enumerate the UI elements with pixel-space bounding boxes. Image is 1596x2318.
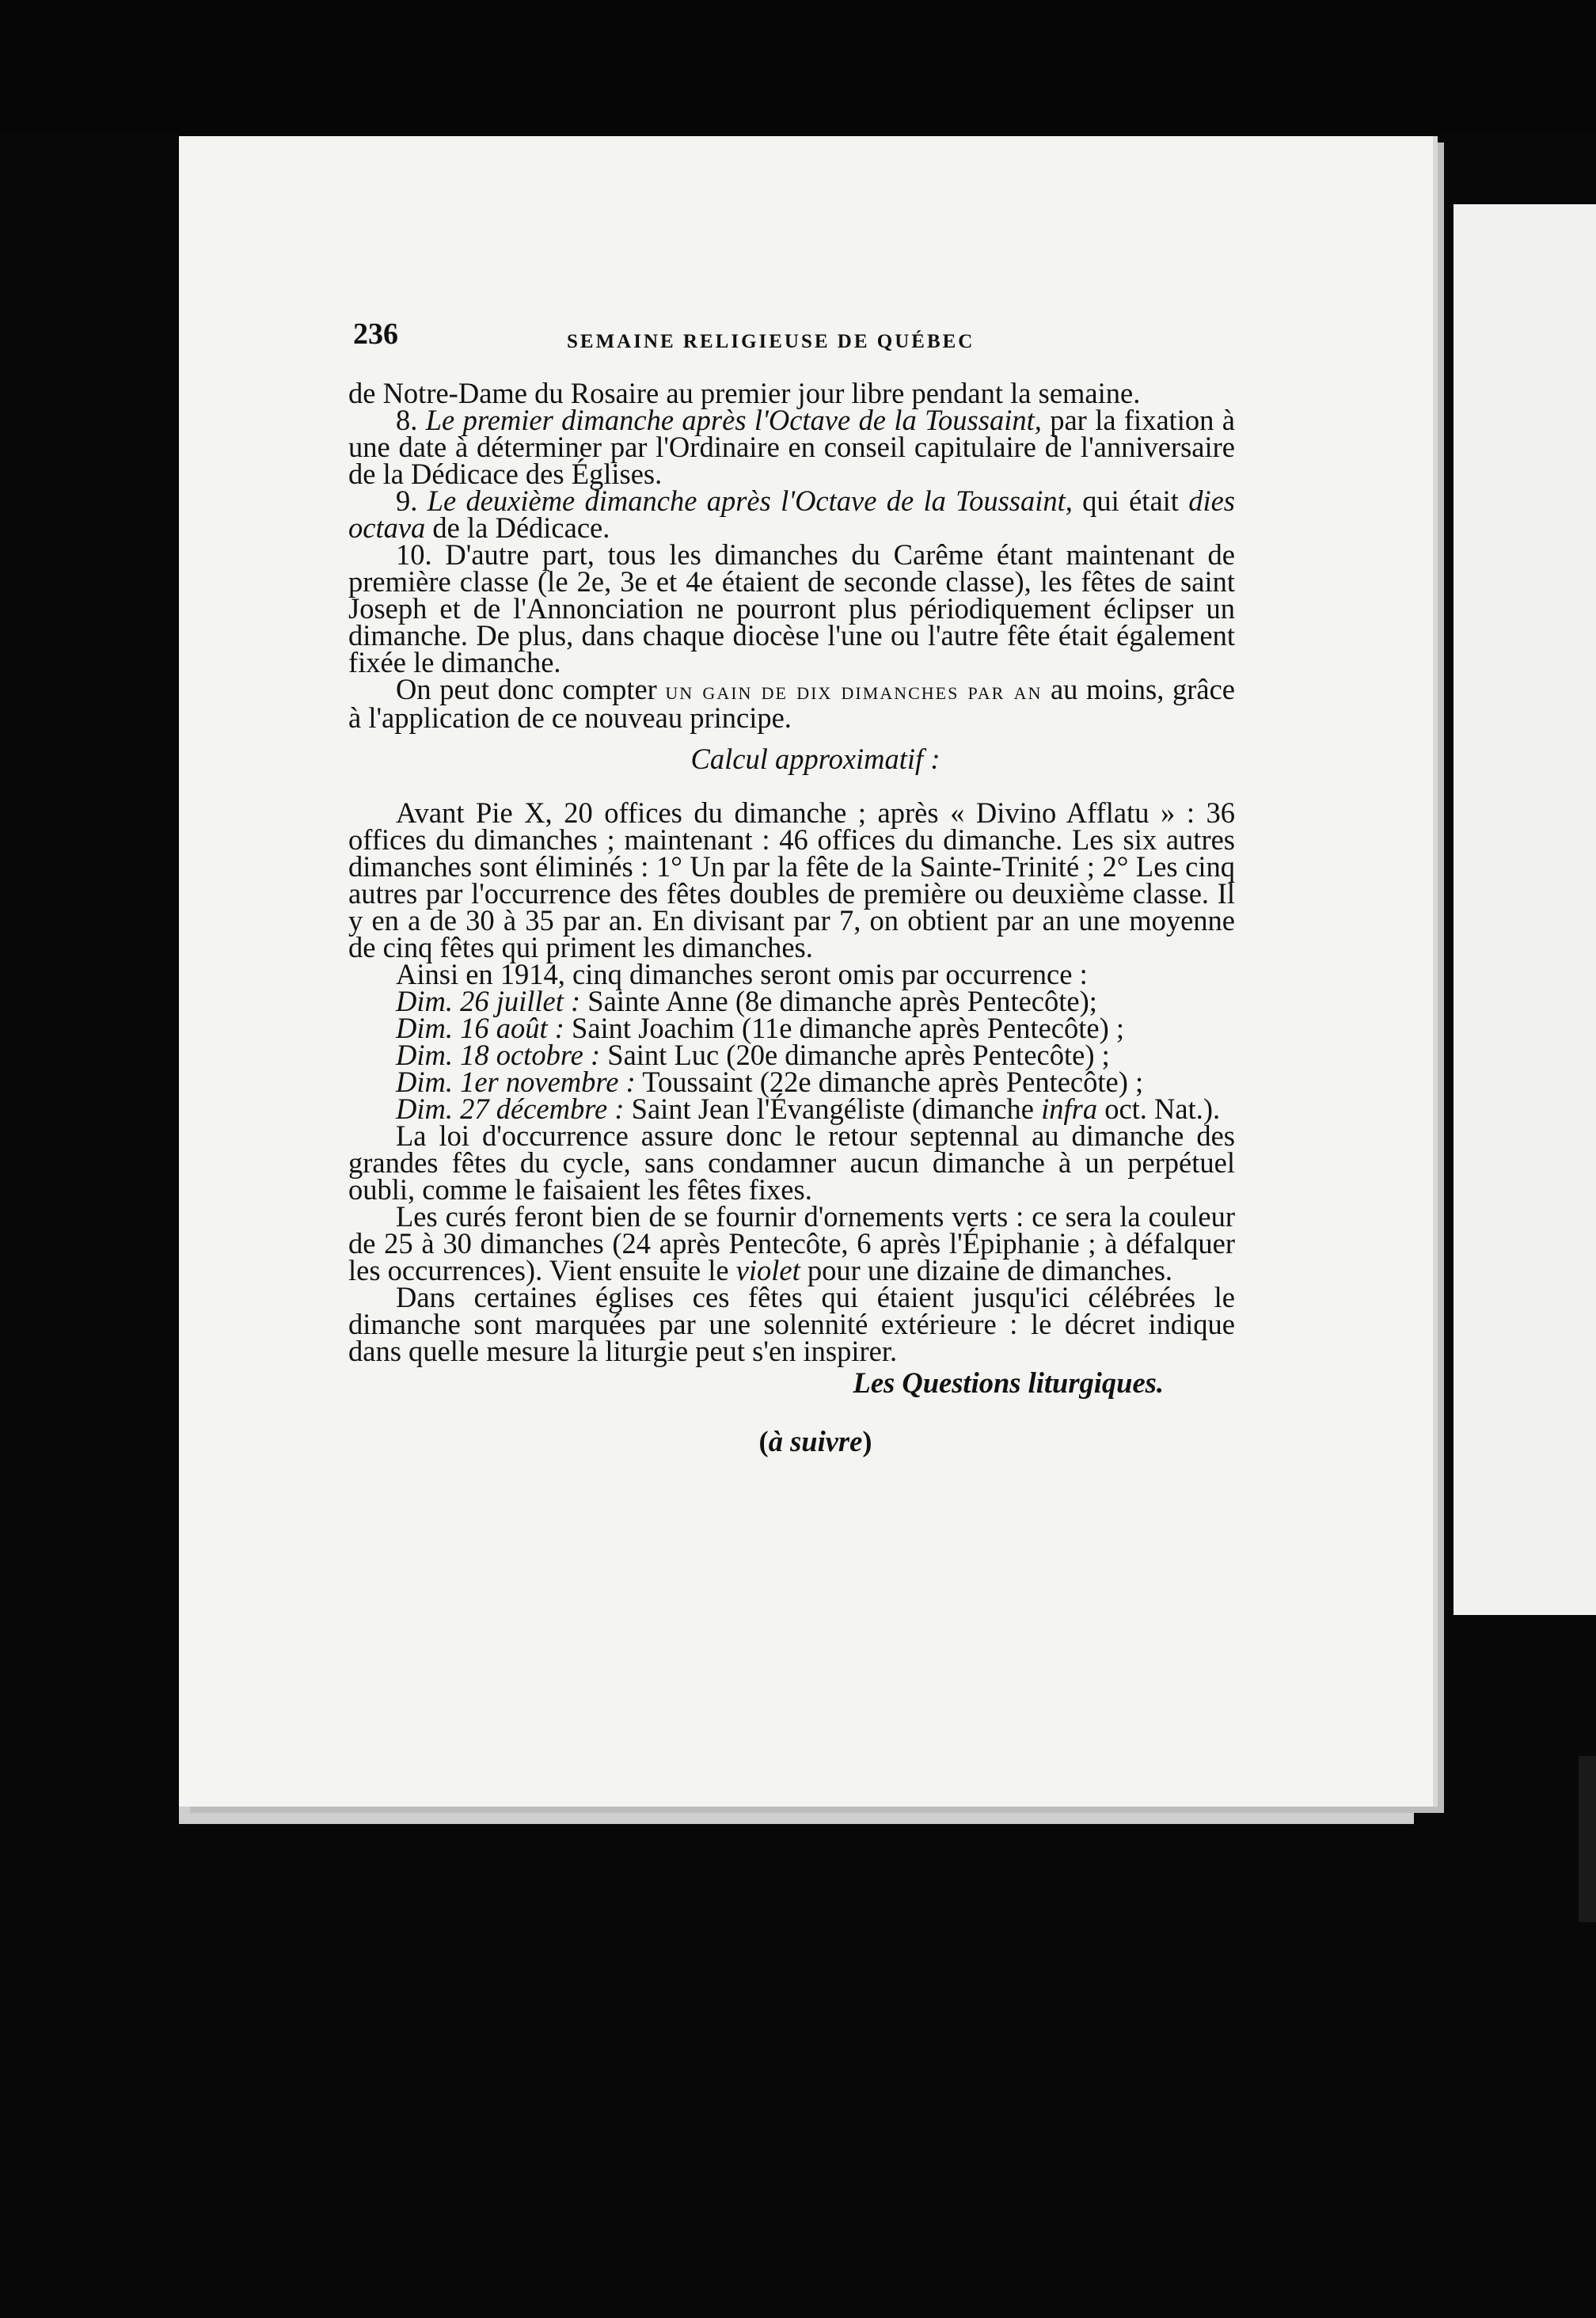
text: 10. D'autre part, tous les dimanches du Carême étant maintenant de première classe (le 2e, 3e et 4e étaient de seconde classe), les fêtes de saint Joseph et de l'Annonciation ne pourront plus périodiquement éclipser un dimanche. De plus, dans chaque diocèse l'une ou l'autre fête était également fixée le dimanche. (348, 538, 1235, 678)
scan-border-top (0, 0, 1596, 135)
date-label: Dim. 1er novembre : (396, 1066, 636, 1098)
date-label: Dim. 18 octobre : (396, 1039, 601, 1071)
text: pour une dizaine de dimanches. (800, 1254, 1173, 1286)
small-caps-text: un gain de dix dimanches par an (665, 677, 1043, 705)
text: Saint Jean l'Évangéliste (dimanche (624, 1092, 1042, 1125)
text: ( (758, 1425, 769, 1457)
text: Saint Luc (20e dimanche après Pentecôte) ; (600, 1039, 1110, 1071)
date-label: Dim. 16 août : (396, 1012, 564, 1044)
paragraph-item-8 (348, 404, 1235, 490)
text: Les curés feront bien de se fournir d'ornements verts : ce sera la couleur de 25 à 30 dimanches (24 après Pentecôte, 6 après l'Épiphanie ; à défalquer les occurrences). Vient ensuite le (348, 1200, 1235, 1286)
paragraph (348, 673, 1235, 734)
date-entry (348, 1092, 1235, 1125)
date-label: Dim. 26 juillet : (396, 985, 581, 1017)
adjacent-page-edge (1454, 204, 1596, 1615)
paragraph-item-9 (348, 484, 1236, 544)
page-number: 236 (353, 317, 398, 351)
text: au moins, grâce à l'application de ce nouveau principe. (348, 673, 1235, 734)
paragraph (348, 377, 1235, 409)
item-number: 8. (396, 404, 426, 436)
text: Dans certaines églises ces fêtes qui étaient jusqu'ici célébrées le dimanche sont marquées par une solennité extérieure : le décret indique dans quelle mesure la liturgie peut s'en inspirer. (348, 1281, 1235, 1367)
date-entry (348, 1012, 1235, 1044)
text: La loi d'occurrence assure donc le retour septennal au dimanche des grandes fêtes du cycle, sans condamner aucun dimanche à un perpétuel oubli, comme le faisaient les fêtes fixes. (348, 1119, 1235, 1206)
text: qui était (1072, 484, 1189, 517)
running-title: SEMAINE RELIGIEUSE DE QUÉBEC (567, 331, 975, 352)
item-number: 9. (396, 484, 428, 517)
italic-text: infra (1041, 1092, 1098, 1125)
date-entry (348, 1039, 1235, 1071)
italic-text: Le premier dimanche après l'Octave de la Toussaint, (425, 404, 1042, 436)
text: ) (862, 1425, 872, 1457)
article-body (348, 377, 1236, 1457)
date-entry (348, 1066, 1235, 1098)
page-header (353, 317, 1145, 364)
text: de la Dédicace. (425, 511, 610, 544)
paragraph (348, 796, 1235, 963)
adjacent-page-text-fragment (1579, 1756, 1596, 1922)
text: On peut donc compter (396, 673, 666, 705)
paragraph (348, 1119, 1235, 1206)
paragraph (348, 958, 1235, 990)
text: Toussaint (22e dimanche après Pentecôte) ; (635, 1066, 1144, 1098)
text: Saint Joachim (11e dimanche après Pentecôte) ; (564, 1012, 1125, 1044)
italic-text: à suivre (768, 1425, 863, 1457)
date-entry (348, 985, 1235, 1017)
text: oct. Nat.). (1097, 1092, 1221, 1125)
italic-text: violet (735, 1254, 800, 1286)
text: Avant Pie X, 20 offices du dimanche ; après « Divino Afflatu » : 36 offices du dimanches ; maintenant : 46 offices du dimanche. Les six autres dimanches sont éliminés : 1° Un par la fête de la Sainte-Trinité ; 2° Les cinq autres par l'occurrence des fêtes doubles de première ou deuxième classe. Il y en a de 30 à 35 par an. En divisant par 7, on obtient par an une moyenne de cinq fêtes qui priment les dimanches. (348, 796, 1235, 963)
continuation-note (348, 1425, 1235, 1457)
paragraph-item-10 (348, 538, 1235, 678)
section-heading: Calcul approximatif : (690, 743, 940, 775)
text: Ainsi en 1914, cinq dimanches seront omis par occurrence : (396, 958, 1088, 990)
italic-text: Le deuxième dimanche après l'Octave de la Toussaint, (427, 484, 1073, 517)
date-label: Dim. 27 décembre : (396, 1092, 625, 1125)
paragraph (348, 1200, 1235, 1286)
text: de Notre-Dame du Rosaire au premier jour libre pendant la semaine. (348, 377, 1141, 409)
signature: Les Questions liturgiques. (853, 1366, 1164, 1399)
paragraph (348, 1281, 1235, 1367)
text: par la fixation à une date à déterminer par l'Ordinaire en conseil capitulaire de l'anniversaire de la Dédicace des Églises. (348, 404, 1235, 490)
italic-text: dies octava (348, 484, 1236, 544)
text: Sainte Anne (8e dimanche après Pentecôte); (580, 985, 1097, 1017)
